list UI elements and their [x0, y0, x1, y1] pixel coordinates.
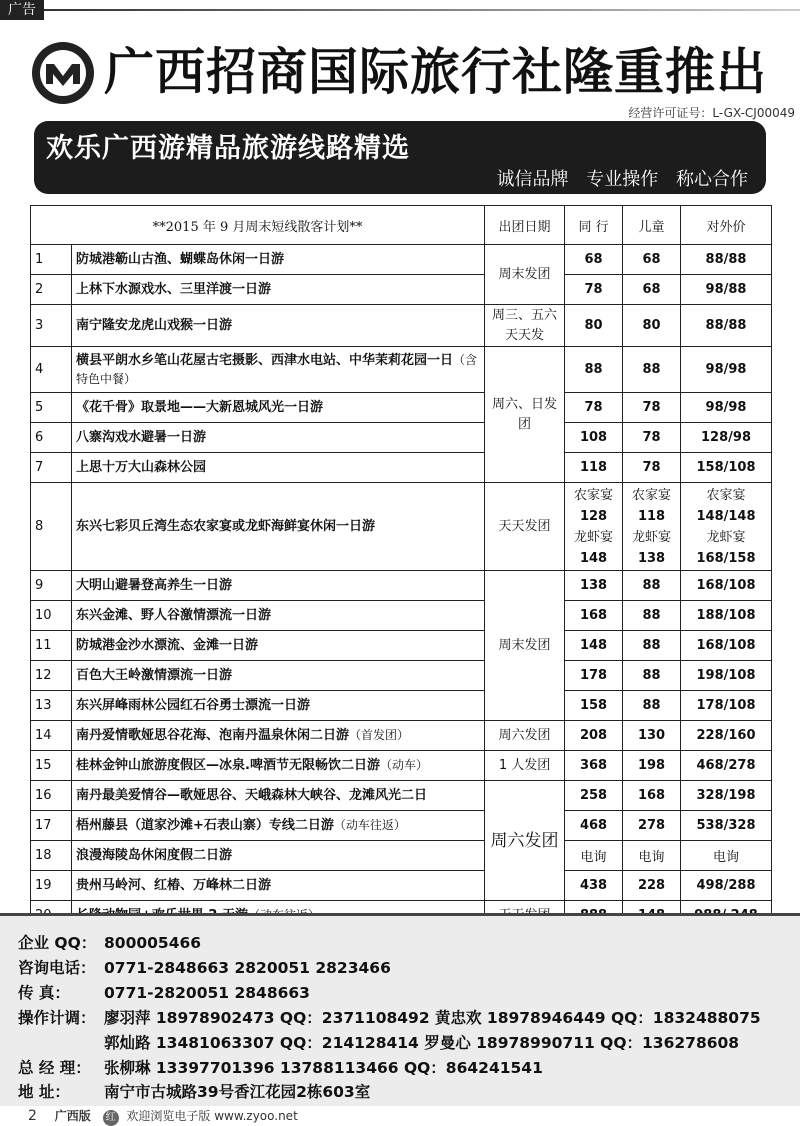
peer-price: 118: [565, 453, 623, 483]
peer-price: 208: [565, 721, 623, 751]
peer-price: 电询: [565, 841, 623, 871]
peer-label-b: 龙虾宴: [574, 529, 614, 545]
public-price: 电询: [681, 841, 772, 871]
child-price: 198: [623, 751, 681, 781]
peer-price: 108: [565, 423, 623, 453]
row-no: 3: [31, 305, 72, 347]
table-row: [31, 305, 772, 347]
public-price: 198/108: [681, 661, 772, 691]
child-price: 228: [623, 871, 681, 901]
table-row: [31, 393, 772, 423]
child-price: 168: [623, 781, 681, 811]
table-row: [31, 661, 772, 691]
row-no: 10: [31, 601, 72, 631]
manager-line: [18, 1056, 543, 1078]
peer-price: 78: [565, 393, 623, 423]
route-name: 南宁隆安龙虎山戏猴一日游: [72, 305, 485, 347]
table-row: [31, 751, 772, 781]
public-value-b: 168/158: [696, 550, 756, 566]
route-note: （含特色中餐）: [76, 352, 478, 386]
address-label: 地 址：: [18, 1083, 70, 1101]
col-child-header: 儿童: [623, 206, 681, 245]
route-name: 东兴七彩贝丘湾生态农家宴或龙虾海鲜宴休闲一日游: [72, 483, 485, 571]
route-name: 东兴屏峰雨林公园红石谷勇士漂流一日游: [72, 691, 485, 721]
route-name: 南丹最美爱情谷—歌娅思谷、天峨森林大峡谷、龙滩风光二日: [72, 781, 485, 811]
route-name: [72, 811, 485, 841]
public-price: 158/108: [681, 453, 772, 483]
child-price: 88: [623, 661, 681, 691]
table-row: [31, 721, 772, 751]
row-no: 19: [31, 871, 72, 901]
public-price: 188/108: [681, 601, 772, 631]
public-price: 98/88: [681, 275, 772, 305]
peer-price: 158: [565, 691, 623, 721]
peer-price: 168: [565, 601, 623, 631]
page-number: 2: [28, 1108, 37, 1124]
row-no: 13: [31, 691, 72, 721]
child-price: 88: [623, 347, 681, 393]
ops-label: 操作计调：: [18, 1009, 96, 1027]
route-name: 大明山避暑登高养生一日游: [72, 571, 485, 601]
route-name: 《花千骨》取景地——大新恩城风光一日游: [72, 393, 485, 423]
phone-label: 咨询电话：: [18, 959, 96, 977]
child-price: 278: [623, 811, 681, 841]
route-text: 梧州藤县（道家沙滩+石表山寨）专线二日游: [76, 818, 334, 833]
edition-badge-icon: 红: [103, 1110, 119, 1126]
qq-value: 800005466: [104, 934, 202, 952]
company-logo: [32, 42, 94, 104]
row-no: 4: [31, 347, 72, 393]
child-price: [623, 483, 681, 571]
ad-tag: 广告: [0, 0, 44, 20]
table-row: [31, 347, 772, 393]
child-price: 88: [623, 631, 681, 661]
depart-date: 周六发团: [485, 721, 565, 751]
public-price: 168/108: [681, 571, 772, 601]
table-row: [31, 811, 772, 841]
table-row: [31, 571, 772, 601]
row-no: 18: [31, 841, 72, 871]
table-row: [31, 691, 772, 721]
peer-price: 258: [565, 781, 623, 811]
depart-date: 周末发团: [485, 571, 565, 721]
public-price: 88/88: [681, 305, 772, 347]
child-price: 80: [623, 305, 681, 347]
depart-date: 1 人发团: [485, 751, 565, 781]
peer-price: 148: [565, 631, 623, 661]
route-text: 桂林金钟山旅游度假区—冰泉.啤酒节无限畅饮二日游: [76, 758, 380, 773]
peer-price: 468: [565, 811, 623, 841]
footer-link[interactable]: 欢迎浏览电子版 www.zyoo.net: [126, 1109, 298, 1123]
child-price: 电询: [623, 841, 681, 871]
row-no: 8: [31, 483, 72, 571]
phone-line: [18, 956, 391, 978]
depart-date: 天天发团: [485, 483, 565, 571]
table-row: [31, 871, 772, 901]
ops-value-1: 廖羽萍 18978902473 QQ：2371108492 黄忠欢 18978946449 QQ：1832488075: [104, 1009, 761, 1027]
row-no: 14: [31, 721, 72, 751]
route-name: 八寨沟戏水避暑一日游: [72, 423, 485, 453]
route-text: 南丹爱情歌娅思谷花海、泡南丹温泉休闲二日游: [76, 728, 350, 743]
peer-label-a: 农家宴: [574, 487, 614, 503]
depart-date: 周末发团: [485, 245, 565, 305]
banner: [34, 121, 766, 194]
public-price: 98/98: [681, 347, 772, 393]
peer-price: 368: [565, 751, 623, 781]
public-price: 168/108: [681, 631, 772, 661]
plan-title: **2015 年 9 月周末短线散客计划**: [31, 206, 485, 245]
row-no: 2: [31, 275, 72, 305]
manager-label: 总 经 理：: [18, 1059, 91, 1077]
row-no: 6: [31, 423, 72, 453]
ops-line-2: [18, 1031, 739, 1053]
row-no: 11: [31, 631, 72, 661]
banner-title: 欢乐广西游精品旅游线路精选: [46, 133, 410, 164]
route-name: 浪漫海陵岛休闲度假二日游: [72, 841, 485, 871]
child-price: 88: [623, 691, 681, 721]
public-price: 468/278: [681, 751, 772, 781]
depart-date: 周六、日发团: [485, 347, 565, 483]
route-name: [72, 721, 485, 751]
route-name: 上林下水源戏水、三里洋渡一日游: [72, 275, 485, 305]
child-price: 68: [623, 275, 681, 305]
manager-value: 张柳琳 13397701396 13788113466 QQ：864241541: [104, 1059, 543, 1077]
depart-date: 周六发团: [485, 781, 565, 901]
peer-price: 68: [565, 245, 623, 275]
route-name: 贵州马岭河、红椿、万峰林二日游: [72, 871, 485, 901]
row-no: 17: [31, 811, 72, 841]
row-no: 5: [31, 393, 72, 423]
public-value-a: 148/148: [696, 508, 756, 524]
public-label-b: 龙虾宴: [706, 529, 746, 545]
headline: 广西招商国际旅行社隆重推出: [104, 43, 767, 101]
public-price: 88/88: [681, 245, 772, 275]
peer-price: 138: [565, 571, 623, 601]
peer-price: 78: [565, 275, 623, 305]
peer-price: 88: [565, 347, 623, 393]
route-name: [72, 751, 485, 781]
col-peer-header: 同 行: [565, 206, 623, 245]
ops-line-1: [18, 1006, 761, 1028]
fax-label: 传 真：: [18, 984, 70, 1002]
table-row: [31, 781, 772, 811]
route-note: （动车）: [379, 758, 428, 772]
child-price: 78: [623, 423, 681, 453]
ops-value-2: 郭灿路 13481063307 QQ：214128414 罗曼心 18978990711 QQ：136278608: [104, 1034, 740, 1052]
public-price: [681, 483, 772, 571]
table-row: [31, 841, 772, 871]
peer-value-a: 128: [579, 508, 608, 524]
address-value: 南宁市古城路39号香江花园2栋603室: [104, 1083, 371, 1101]
child-price: 88: [623, 601, 681, 631]
fax-line: [18, 981, 310, 1003]
child-price: 68: [623, 245, 681, 275]
table-row: [31, 601, 772, 631]
depart-date: 周三、五六天天发: [485, 305, 565, 347]
route-name: 东兴金滩、野人谷激情漂流一日游: [72, 601, 485, 631]
peer-price: 80: [565, 305, 623, 347]
table-row: [31, 453, 772, 483]
peer-price: 178: [565, 661, 623, 691]
route-name: 防城港簕山古渔、蝴蝶岛休闲一日游: [72, 245, 485, 275]
table-row: [31, 423, 772, 453]
route-name: [72, 347, 485, 393]
footer: [28, 1107, 298, 1126]
row-no: 15: [31, 751, 72, 781]
row-no: 16: [31, 781, 72, 811]
child-label-b: 龙虾宴: [632, 529, 672, 545]
license-number: 经营许可证号：L-GX-CJ00049: [628, 106, 795, 120]
route-note: （动车往返）: [333, 818, 406, 832]
contact-panel: [0, 913, 800, 1106]
row-no: 1: [31, 245, 72, 275]
row-no: 7: [31, 453, 72, 483]
table-header-row: [31, 206, 772, 245]
route-note: （首发团）: [349, 728, 410, 742]
peer-value-b: 148: [579, 550, 608, 566]
route-name: 防城港金沙水漂流、金滩一日游: [72, 631, 485, 661]
child-price: 78: [623, 393, 681, 423]
child-price: 88: [623, 571, 681, 601]
route-name: 百色大王岭激情漂流一日游: [72, 661, 485, 691]
banner-slogan: 诚信品牌 专业操作 称心合作: [496, 169, 748, 190]
child-value-b: 138: [637, 550, 666, 566]
route-name: 上思十万大山森林公园: [72, 453, 485, 483]
fax-value: 0771-2820051 2848663: [104, 984, 310, 1002]
table-row: [31, 245, 772, 275]
public-price: 538/328: [681, 811, 772, 841]
table-row: [31, 483, 772, 571]
child-price: 78: [623, 453, 681, 483]
table-row: [31, 275, 772, 305]
public-price: 128/98: [681, 423, 772, 453]
col-public-header: 对外价: [681, 206, 772, 245]
peer-price: 438: [565, 871, 623, 901]
edition-label: 广西版: [54, 1109, 91, 1123]
public-price: 228/160: [681, 721, 772, 751]
row-no: 12: [31, 661, 72, 691]
address-line: [18, 1080, 370, 1102]
qq-line: [18, 931, 201, 953]
peer-price: [565, 483, 623, 571]
route-text: 横县平朗水乡笔山花屋古宅摄影、西津水电站、中华茉莉花园一日: [76, 352, 454, 368]
public-price: 328/198: [681, 781, 772, 811]
public-label-a: 农家宴: [706, 487, 746, 503]
schedule-table: [30, 205, 772, 931]
public-price: 98/98: [681, 393, 772, 423]
col-date-header: 出团日期: [485, 206, 565, 245]
child-label-a: 农家宴: [632, 487, 672, 503]
child-price: 130: [623, 721, 681, 751]
child-value-a: 118: [637, 508, 666, 524]
qq-label: 企业 QQ：: [18, 934, 97, 952]
table-row: [31, 631, 772, 661]
public-price: 178/108: [681, 691, 772, 721]
row-no: 9: [31, 571, 72, 601]
public-price: 498/288: [681, 871, 772, 901]
top-rule: [44, 9, 800, 11]
phone-value: 0771-2848663 2820051 2823466: [104, 959, 391, 977]
